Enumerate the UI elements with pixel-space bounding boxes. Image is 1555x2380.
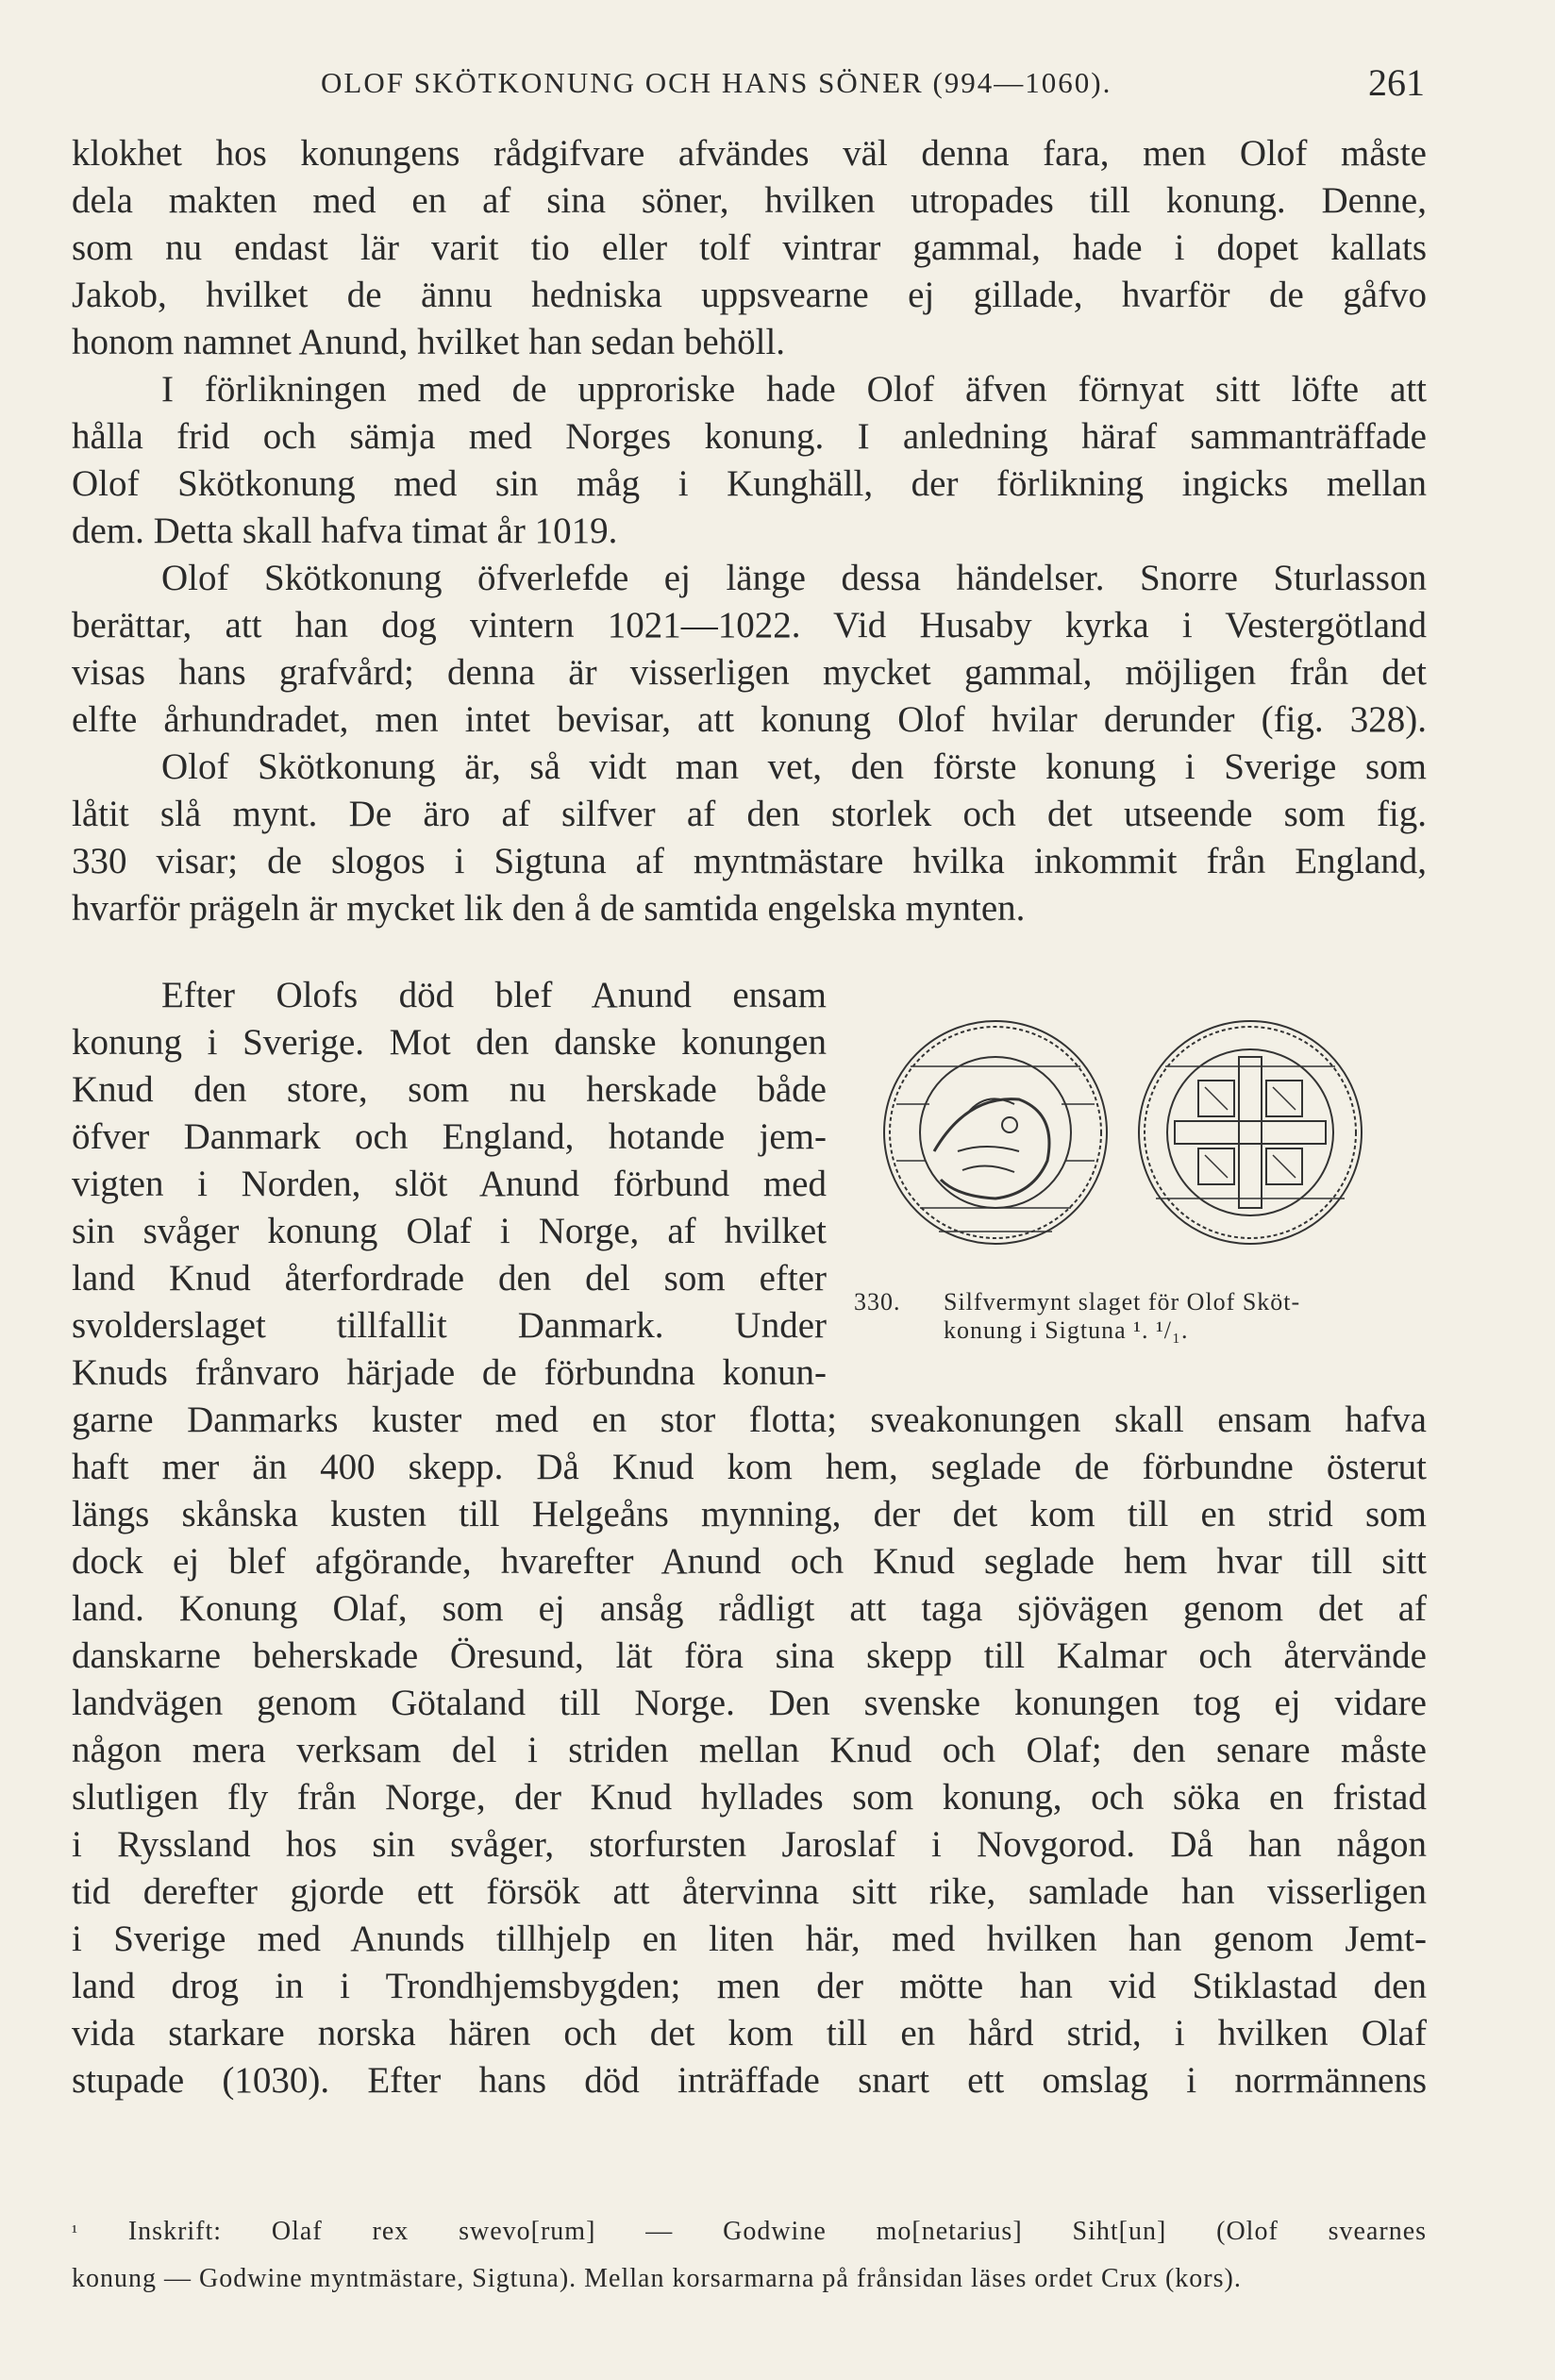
text-line: elfte århundradet, men intet bevisar, att konung Olof hvilar derunder (fig. 328). [72, 699, 1427, 740]
footnote-line: konung — Godwine myntmästare, Sigtuna). Mellan korsarmarna på frånsidan läses ordet Crux (kors). [72, 2264, 1242, 2293]
header-title: OLOF SKÖTKONUNG OCH HANS SÖNER (994—1060). [321, 66, 1112, 99]
text-line: Knuds frånvaro härjade de förbundna konun- [72, 1352, 827, 1393]
caption-line: konung i Sigtuna ¹. ¹/₁. [944, 1316, 1189, 1344]
text-line: dem. Detta skall hafva timat år 1019. [72, 511, 618, 551]
text-line: slutligen fly från Norge, der Knud hyllades som konung, och söka en fristad [72, 1777, 1427, 1818]
text-line: I förlikningen med de upproriske hade Olof äfven förnyat sitt löfte att [161, 369, 1427, 410]
text-line: svolderslaget tillfallit Danmark. Under [72, 1305, 827, 1346]
text-line: Olof Skötkonung öfverlefde ej länge dessa händelser. Snorre Sturlasson [161, 558, 1427, 598]
body-text-top [72, 130, 1427, 932]
text-line: land. Konung Olaf, som ej ansåg rådligt att taga sjövägen genom det af [72, 1588, 1427, 1629]
footnote [72, 2208, 1427, 2303]
text-line: konung i Sverige. Mot den danske konungen [72, 1022, 827, 1063]
text-line: i Sverige med Anunds tillhjelp en liten här, med hvilken han genom Jemt- [72, 1919, 1427, 1959]
caption-line: Silfvermynt slaget för Olof Sköt- [944, 1288, 1301, 1316]
text-line: 330 visar; de slogos i Sigtuna af myntmästare hvilka inkommit från England, [72, 841, 1427, 881]
coin-obverse [884, 1021, 1107, 1244]
text-line: dela makten med en af sina söner, hvilken utropades till konung. Denne, [72, 180, 1427, 221]
text-line: Efter Olofs död blef Anund ensam [161, 975, 827, 1015]
text-line: hålla frid och sämja med Norges konung. I anledning häraf sammanträffade [72, 416, 1427, 457]
text-line: i Ryssland hos sin svåger, storfursten Jaroslaf i Novgorod. Då han någon [72, 1824, 1427, 1865]
text-line: landvägen genom Götaland till Norge. Den svenske konungen tog ej vidare [72, 1683, 1427, 1723]
text-line: danskarne beherskade Öresund, lät föra sina skepp till Kalmar och återvände [72, 1635, 1427, 1676]
text-line: Olof Skötkonung med sin måg i Kunghäll, der förlikning ingicks mellan [72, 463, 1427, 504]
coin-illustration [854, 1010, 1420, 1274]
text-line: Jakob, hvilket de ännu hedniska uppsvearne ej gillade, hvarför de gåfvo [72, 275, 1427, 315]
coin-reverse [1139, 1021, 1362, 1244]
text-line: som nu endast lär varit tio eller tolf vintrar gammal, hade i dopet kallats [72, 227, 1427, 268]
text-line: hvarför prägeln är mycket lik den å de samtida engelska mynten. [72, 888, 1026, 929]
text-line: stupade (1030). Efter hans död inträffade snart ett omslag i norrmännens [72, 2060, 1427, 2101]
text-line: Knud den store, som nu herskade både [72, 1069, 827, 1110]
text-line: visas hans grafvård; denna är visserligen mycket gammal, möjligen från det [72, 652, 1427, 693]
text-line: garne Danmarks kuster med en stor flotta; sveakonungen skall ensam hafva [72, 1400, 1427, 1440]
text-line: tid derefter gjorde ett försök att återvinna sitt rike, samlade han visserligen [72, 1871, 1427, 1912]
body-text-beside-figure [72, 972, 827, 1397]
figure-number: 330. [854, 1288, 901, 1316]
text-line: låtit slå mynt. De äro af silfver af den storlek och det utseende som fig. [72, 794, 1427, 834]
text-line: sin svåger konung Olaf i Norge, af hvilket [72, 1211, 827, 1251]
text-line: någon mera verksam del i striden mellan Knud och Olaf; den senare måste [72, 1730, 1427, 1770]
text-line: land Knud återfordrade den del som efter [72, 1258, 827, 1299]
page-number: 261 [1368, 61, 1425, 104]
text-line: längs skånska kusten till Helgeåns mynning, der det kom till en strid som [72, 1494, 1427, 1534]
text-line: land drog in i Trondhjemsbygden; men der mötte han vid Stiklastad den [72, 1966, 1427, 2006]
text-line: Olof Skötkonung är, så vidt man vet, den förste konung i Sverige som [161, 746, 1427, 787]
footnote-text: Inskrift: Olaf rex swevo[rum] — Godwine mo[netarius] Siht[un] (Olof svearnes [127, 2217, 1428, 2246]
text-line: öfver Danmark och England, hotande jem- [72, 1116, 827, 1157]
body-text-bottom [72, 1397, 1427, 2104]
text-line: vigten i Norden, slöt Anund förbund med [72, 1164, 827, 1204]
footnote-line [72, 2208, 1427, 2255]
text-line: vida starkare norska hären och det kom till en hård strid, i hvilken Olaf [72, 2013, 1427, 2053]
footnote-marker: ¹ [72, 2221, 78, 2242]
text-line: honom namnet Anund, hvilket han sedan behöll. [72, 322, 786, 362]
text-line: berättar, att han dog vintern 1021—1022. Vid Husaby kyrka i Vestergötland [72, 605, 1427, 645]
text-line: dock ej blef afgörande, hvarefter Anund och Knud seglade hem hvar till sitt [72, 1541, 1427, 1582]
running-header [321, 61, 1425, 108]
text-line: haft mer än 400 skepp. Då Knud kom hem, seglade de förbundne österut [72, 1447, 1427, 1487]
text-line: klokhet hos konungens rådgifvare afvändes väl denna fara, men Olof måste [72, 133, 1427, 174]
